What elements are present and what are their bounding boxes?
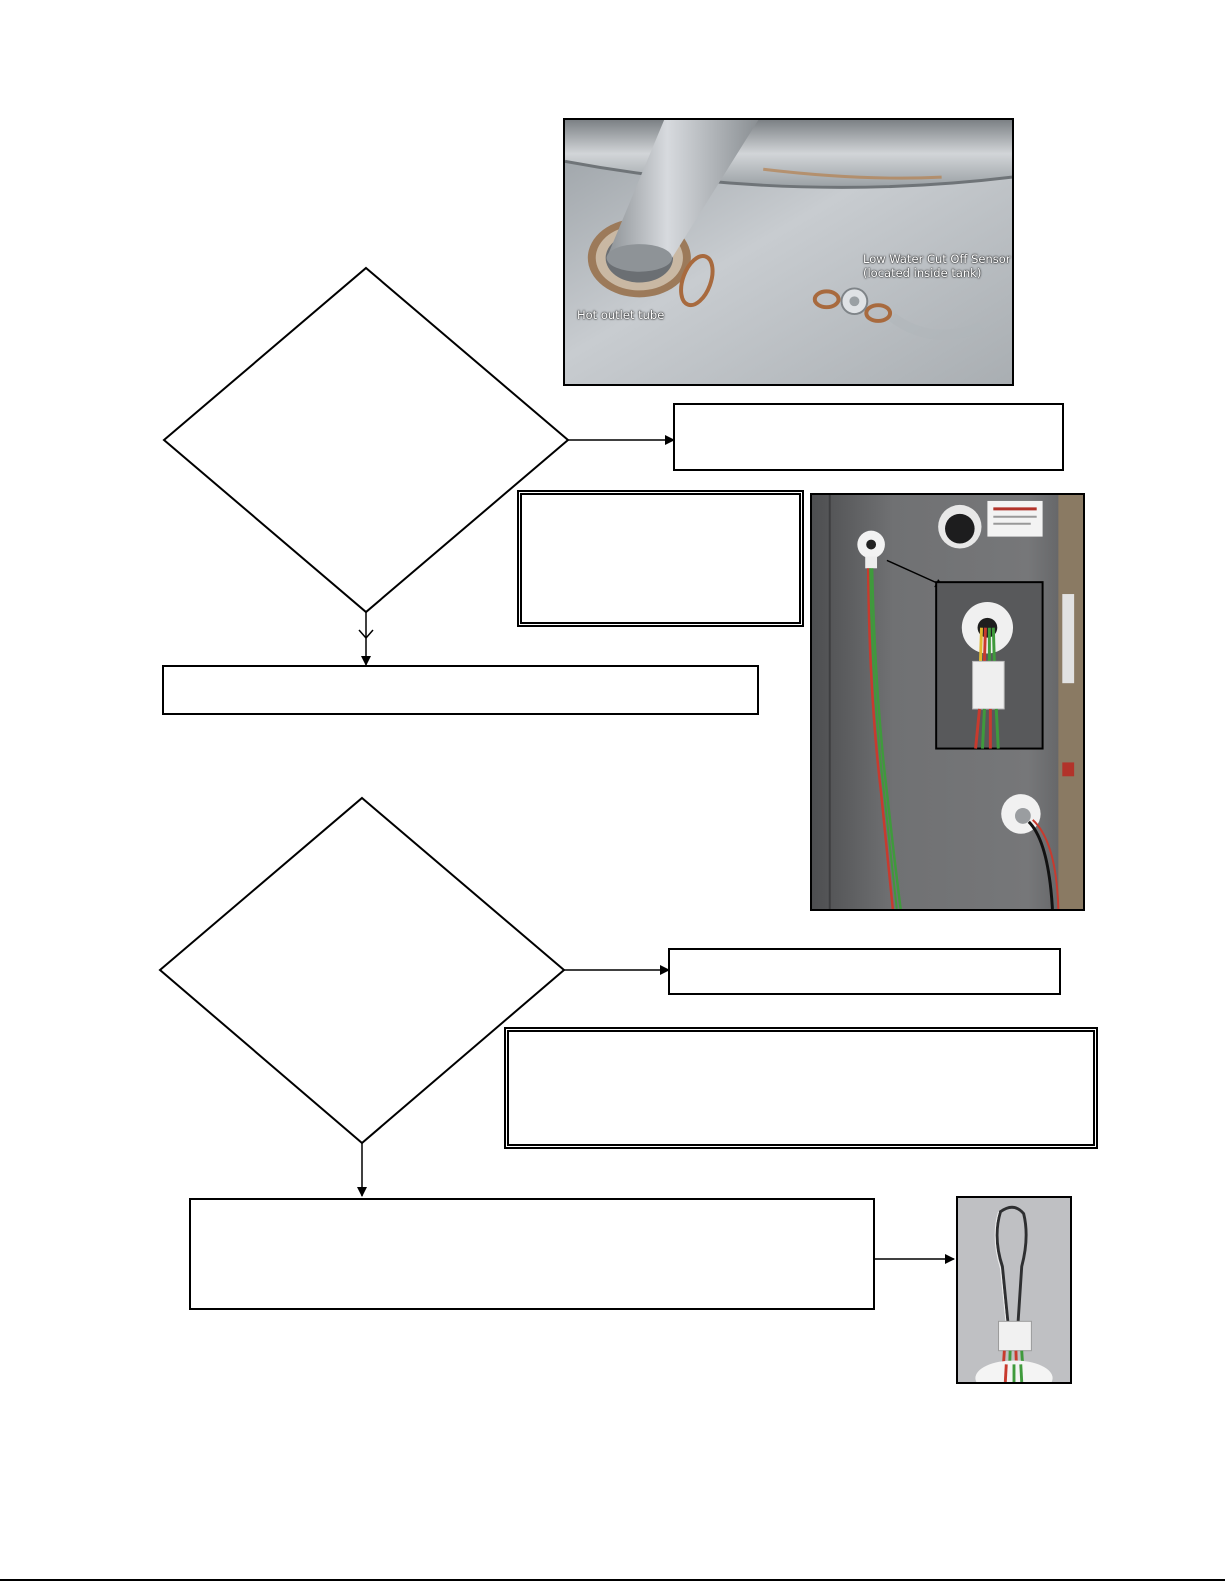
jumper-connector-photo	[956, 1196, 1072, 1384]
arrow-diamond1-down-tick	[359, 630, 366, 638]
tank-exterior-wiring-photo	[810, 493, 1085, 911]
process-box-2	[189, 1198, 875, 1310]
process-box-1	[162, 665, 759, 715]
caption-sensor-line2: (located inside tank)	[863, 266, 982, 280]
decision-diamond-1	[164, 268, 568, 612]
tank-interior-photo	[563, 118, 1014, 386]
note-box-2	[504, 1027, 1098, 1149]
caption-sensor-line1: Low Water Cut Off Sensor	[863, 252, 1011, 266]
caption-hot-outlet-tube: Hot outlet tube	[577, 308, 665, 322]
action-box-1	[673, 403, 1064, 471]
note-box-1	[517, 490, 804, 627]
action-box-2	[668, 948, 1061, 995]
